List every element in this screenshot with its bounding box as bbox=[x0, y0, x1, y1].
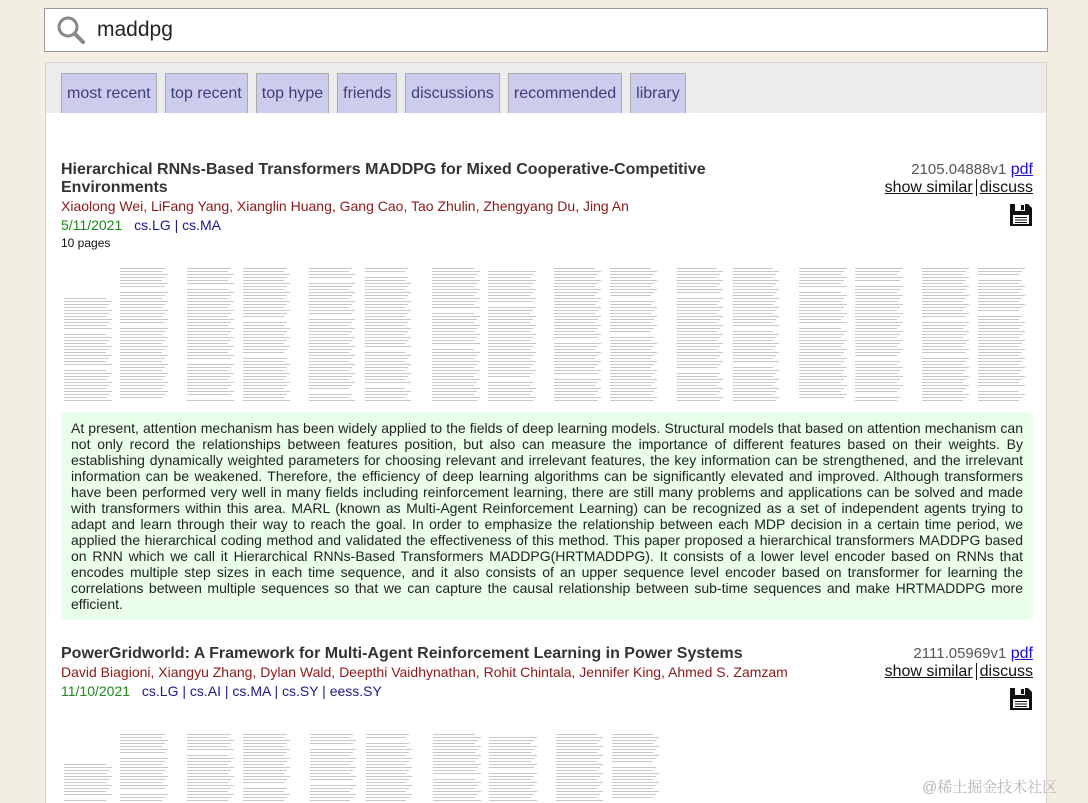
page-thumbnail[interactable] bbox=[548, 722, 668, 803]
arxiv-id: 2105.04888v1 bbox=[911, 161, 1007, 178]
discuss-link[interactable]: discuss bbox=[979, 179, 1033, 196]
paper-actions bbox=[885, 645, 1033, 716]
paper-thumbnails[interactable] bbox=[56, 256, 1033, 406]
search-icon[interactable] bbox=[49, 8, 93, 52]
save-icon[interactable] bbox=[1009, 687, 1033, 716]
page-thumbnail[interactable] bbox=[914, 256, 1034, 406]
paper-authors[interactable]: David Biagioni, Xiangyu Zhang, Dylan Wald, Deepthi Vaidhynathan, Rohit Chintala, Jennifer King, Ahmed S. Zamzam bbox=[61, 664, 788, 680]
tab-most-recent[interactable]: most recent bbox=[61, 73, 157, 113]
paper-item bbox=[61, 161, 1033, 620]
paper-thumbnails[interactable] bbox=[56, 722, 1033, 803]
tab-library[interactable]: library bbox=[630, 73, 686, 113]
paper-date: 11/10/2021 bbox=[61, 683, 131, 699]
watermark: @稀土掘金技术社区 bbox=[922, 779, 1058, 796]
paper-authors[interactable]: Xiaolong Wei, LiFang Yang, Xianglin Huang, Gang Cao, Tao Zhulin, Zhengyang Du, Jing An bbox=[61, 198, 629, 214]
show-similar-link[interactable]: show similar bbox=[884, 179, 973, 196]
paper-title[interactable]: Hierarchical RNNs-Based Transformers MADDPG for Mixed Cooperative-Competitive Environments bbox=[61, 161, 706, 196]
paper-pages: 10 pages bbox=[61, 236, 111, 250]
page-thumbnail[interactable] bbox=[791, 256, 911, 406]
arxiv-id: 2111.05969v1 bbox=[913, 645, 1007, 662]
paper-item bbox=[61, 645, 1033, 803]
pdf-link[interactable]: pdf bbox=[1010, 161, 1033, 178]
page-thumbnail[interactable] bbox=[56, 722, 176, 803]
separator bbox=[976, 179, 977, 196]
page-thumbnail[interactable] bbox=[56, 256, 176, 406]
page-thumbnail[interactable] bbox=[424, 256, 544, 406]
page-thumbnail[interactable] bbox=[546, 256, 666, 406]
page-thumbnail[interactable] bbox=[179, 722, 299, 803]
paper-date: 5/11/2021 bbox=[61, 217, 123, 233]
show-similar-link[interactable]: show similar bbox=[884, 663, 973, 680]
page-thumbnail[interactable] bbox=[425, 722, 545, 803]
search-bar bbox=[44, 8, 1048, 52]
paper-abstract: At present, attention mechanism has been widely applied to the fields of deep learning models. Structural models that based on attention mechanism can not only record the relationships between features position, but also can measure the importance of different features based on their weights. By establishing dynamically weighted parameters for choosing relevant and irrelevant features, the key information can be strengthened, and the irrelevant information can be weakened. Therefore, the efficiency of deep learning algorithms can be significantly elevated and improved. Although transformers have been performed very well in many fields including reinforcement learning, there are still many problems and applications can be solved and made with transformers within this area. MARL (known as Multi-Agent Reinforcement Learning) can be recognized as a set of independent agents trying to adapt and learn through their way to reach the goal. In order to emphasize the relationship between each MDP decision in a certain time period, we applied the hierarchical coding method and validated the effectiveness of this method. This paper proposed a hierarchical transformers MADDPG based on RNN which we call it Hierarchical RNNs-Based Transformers MADDPG(HRTMADDPG). It consists of a lower level encoder based on RNNs that encodes multiple step sizes in each time sequence, and it also consists of an upper sequence level encoder based on transformer for learning the correlations between multiple sequences so that we can capture the causal relationship between sub-time sequences and make HRTMADDPG more efficient. bbox=[61, 412, 1033, 620]
paper-categories[interactable]: cs.LG | cs.MA bbox=[134, 217, 222, 233]
main-container bbox=[45, 62, 1047, 803]
pdf-link[interactable]: pdf bbox=[1010, 645, 1033, 662]
page-thumbnail[interactable] bbox=[669, 256, 789, 406]
page-thumbnail[interactable] bbox=[302, 722, 422, 803]
save-icon[interactable] bbox=[1009, 203, 1033, 232]
tab-friends[interactable]: friends bbox=[337, 73, 397, 113]
tab-recommended[interactable]: recommended bbox=[508, 73, 622, 113]
search-input[interactable] bbox=[97, 10, 997, 50]
tab-top-recent[interactable]: top recent bbox=[165, 73, 248, 113]
page-thumbnail[interactable] bbox=[301, 256, 421, 406]
tab-discussions[interactable]: discussions bbox=[405, 73, 500, 113]
page-thumbnail[interactable] bbox=[179, 256, 299, 406]
paper-actions bbox=[885, 161, 1033, 232]
discuss-link[interactable]: discuss bbox=[979, 663, 1033, 680]
paper-title[interactable]: PowerGridworld: A Framework for Multi-Agent Reinforcement Learning in Power Systems bbox=[61, 645, 743, 662]
tabs-bar bbox=[46, 63, 1046, 113]
paper-categories[interactable]: cs.LG | cs.AI | cs.MA | cs.SY | eess.SY bbox=[141, 683, 382, 699]
separator bbox=[976, 663, 977, 680]
tab-top-hype[interactable]: top hype bbox=[256, 73, 329, 113]
